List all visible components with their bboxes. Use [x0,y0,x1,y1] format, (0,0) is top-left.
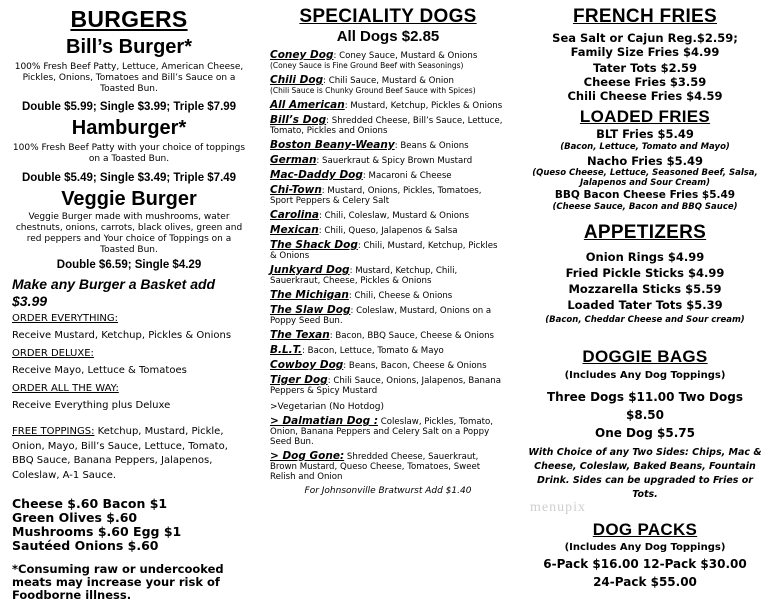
dog-item-desc: : Mustard, Onions, Pickles, Tomatoes, Sport Peppers & Celery Salt [270,186,482,206]
dog-item-desc: : Chili, Queso, Jalapenos & Salsa [318,226,458,236]
dog-item-name: The Texan [270,329,330,341]
dog-item [270,240,506,261]
dog-item [270,305,506,326]
addon-line: Cheese $.60 Bacon $1 [12,496,168,511]
order-all-text: Receive Everything plus Deluxe [12,400,171,411]
dog-item-note: (Chili Sauce is Chunky Ground Beef Sauce with Spices) [270,86,476,95]
bills-burger-prices: Double $5.99; Single $3.99; Triple $7.99 [21,101,237,113]
free-toppings [12,425,246,483]
appetizer-item: Loaded Tater Tots $5.39 [567,298,723,312]
dog-item-name: Cowboy Dog [270,359,344,371]
fries-item: Family Size Fries $4.99 [570,45,720,59]
dog-item-name: Carolina [270,209,319,221]
dog-item-desc: : Shredded Cheese, Bill’s Sauce, Lettuce, Tomato, Pickles and Onions [270,116,503,136]
loaded-fries-title: LOADED FRIES [579,107,711,126]
dog-item-desc: : Chili Sauce, Mustard & Onion [323,76,454,86]
fries-title: FRENCH FRIES [573,6,717,27]
dog-item [270,115,506,136]
dalmatian-dog [270,416,506,447]
dog-item-name: Mac-Daddy Dog [270,169,363,181]
dog-item-desc: : Chili, Cheese & Onions [348,291,453,301]
fries-list [526,31,764,103]
dog-item [270,265,506,286]
dog-item-desc: : Chili, Coleslaw, Mustard & Onions [318,211,469,221]
dog-item [270,185,506,206]
doggie-bags-title: DOGGIE BAGS [582,347,708,366]
dog-item-name: Chi-Town [270,184,322,196]
dalmatian-dog-desc: Coleslaw, Pickles, Tomato, Onion, Banana Peppers and Celery Salt on a Poppy Seed Bun. [270,417,494,447]
dog-item-name: The Slaw Dog [270,304,351,316]
fries-item: Sea Salt or Cajun Reg.$2.59; [552,31,738,45]
dog-list [270,50,506,396]
dog-packs-line1: 6-Pack $16.00 12-Pack $30.00 [543,557,747,571]
dog-item-name: Boston Beany-Weany [270,139,395,151]
order-all-label: ORDER ALL THE WAY: [12,383,119,394]
dog-item-name: Mexican [270,224,319,236]
hamburger-prices: Double $5.49; Single $3.49; Triple $7.49 [21,172,237,184]
bbq-fries-sub: (Cheese Sauce, Bacon and BBQ Sauce) [552,202,738,212]
dog-item [270,210,506,221]
order-everything-text: Receive Mustard, Ketchup, Pickles & Onions [12,330,232,341]
dog-item-name: The Shack Dog [270,239,358,251]
dog-item-name: Junkyard Dog [270,264,350,276]
addon-line: Mushrooms $.60 Egg $1 [12,524,182,539]
dog-item-desc: : Sauerkraut & Spicy Brown Mustard [316,156,473,166]
dog-item [270,155,506,166]
dog-item-name: Bill’s Dog [270,114,327,126]
dog-gone [270,451,506,482]
dog-packs-desc: (Includes Any Dog Toppings) [564,542,726,553]
doggie-bags-line2: One Dog $5.75 [595,426,695,440]
dog-item-desc: : Chili, Mustard, Ketchup, Pickles & Onions [270,241,498,261]
blt-fries: BLT Fries $5.49 [596,127,694,141]
dalmatian-dog-name: > Dalmatian Dog : [270,415,379,427]
dog-item [270,345,506,356]
appetizers-title: APPETIZERS [583,222,707,243]
dog-item-name: Tiger Dog [270,374,328,386]
veggie-burger-desc: Veggie Burger made with mushrooms, water chestnuts, onions, carrots, black olives, green and red peppers and Your choice of Toppings on a Toasted Bun. [15,212,243,255]
dog-item-name: B.L.T. [270,344,303,356]
dog-item-desc: : Beans, Bacon, Cheese & Onions [343,361,487,371]
dog-item-desc: : Macaroni & Cheese [362,171,452,181]
dog-item [270,225,506,236]
dog-item-name: German [270,154,317,166]
bratwurst-note: For Johnsonville Bratwurst Add $1.40 [304,486,472,496]
dogs-title: SPECIALITY DOGS [299,6,477,27]
dog-item-name: Coney Dog [270,49,334,61]
fries-item: Cheese Fries $3.59 [583,75,707,89]
dog-item-name: The Michigan [270,289,349,301]
veggie-burger-prices: Double $6.59; Single $4.29 [56,259,202,271]
nacho-fries: Nacho Fries $5.49 [586,154,704,168]
consumption-warning: *Consuming raw or undercooked meats may increase your risk of Foodborne illness. [12,562,224,602]
dogs-subtitle: All Dogs $2.85 [336,28,440,45]
doggie-bags-line1: Three Dogs $11.00 Two Dogs $8.50 [546,390,743,422]
veggie-burger-name: Veggie Burger [61,188,197,210]
appetizer-item: Mozzarella Sticks $5.59 [568,282,722,296]
appetizers-list [526,249,764,313]
vegetarian-option: >Vegetarian (No Hotdog) [270,402,384,412]
dog-item [270,330,506,341]
dog-packs-line2: 24-Pack $55.00 [593,575,697,589]
doggie-bags-sides: With Choice of any Two Sides: Chips, Mac & Cheese, Coleslaw, Baked Beans, Fountain Drink. Sides can be upgraded to Fries or Tots. [528,447,762,500]
burgers-column [0,0,252,602]
dog-item [270,50,506,71]
dog-item-desc: : Bacon, Lettuce, Tomato & Mayo [302,346,444,356]
bills-burger-desc: 100% Fresh Beef Patty, Lettuce, American Cheese, Pickles, Onions, Tomatoes and Bill’s Sauce on a Toasted Bun. [14,62,244,94]
dog-item [270,290,506,301]
dog-item-note: (Coney Sauce is Fine Ground Beef with Seasonings) [270,61,464,70]
appetizer-item: Onion Rings $4.99 [585,250,705,264]
dog-gone-desc: Shredded Cheese, Sauerkraut, Brown Mustard, Queso Cheese, Tomatoes, Sweet Relish and Onion [270,452,481,482]
dog-packs-title: DOG PACKS [592,520,698,539]
hamburger-desc: 100% Fresh Beef Patty with your choice of toppings on a Toasted Bun. [12,143,246,164]
basket-offer: Make any Burger a Basket add $3.99 [12,276,216,309]
dog-item-desc: : Coleslaw, Mustard, Onions on a Poppy Seed Bun. [270,306,492,326]
dog-item [270,100,506,111]
dogs-column [258,0,510,594]
addon-line: Sautéed Onions $.60 [12,538,159,553]
nacho-fries-sub: (Queso Cheese, Lettuce, Seasoned Beef, Salsa, Jalapenos and Sour Cream) [532,168,758,188]
menupix-watermark: menupix [530,500,586,515]
order-everything-label: ORDER EVERYTHING: [12,313,119,324]
dog-item [270,140,506,151]
free-toppings-text: Ketchup, Mustard, Pickle, Onion, Mayo, Bill’s Sauce, Lettuce, Tomato, BBQ Sauce, Banana Peppers, Jalapenos, Coleslaw, A-1 Sauce. [12,426,228,481]
order-deluxe-text: Receive Mayo, Lettuce & Tomatoes [12,365,187,376]
dog-item-desc: : Mustard, Ketchup, Pickles & Onions [344,101,503,111]
dog-item-desc: : Mustard, Ketchup, Chili, Sauerkraut, Cheese, Pickles & Onions [270,266,458,286]
appetizer-item: Fried Pickle Sticks $4.99 [565,266,725,280]
dog-item-desc: : Chili Sauce, Onions, Jalapenos, Banana Peppers & Spicy Mustard [270,376,501,396]
order-deluxe-label: ORDER DELUXE: [12,348,94,359]
dog-item-desc: : Bacon, BBQ Sauce, Cheese & Onions [329,331,495,341]
fries-item: Tater Tots $2.59 [592,61,698,75]
tater-tots-sub: (Bacon, Cheddar Cheese and Sour cream) [545,315,745,325]
bbq-fries: BBQ Bacon Cheese Fries $5.49 [554,189,736,201]
dog-item [270,375,506,396]
dog-gone-name: > Dog Gone: [270,450,345,462]
dog-item [270,360,506,371]
fries-item: Chili Cheese Fries $4.59 [567,89,723,103]
dog-item-desc: : Coney Sauce, Mustard & Onions [333,51,478,61]
dog-item-desc: : Beans & Onions [394,141,469,151]
dog-item-name: All American [270,99,345,111]
doggie-bags-desc: (Includes Any Dog Toppings) [564,370,726,381]
bills-burger-name: Bill’s Burger* [66,36,192,58]
dog-item [270,75,506,96]
addons-list [12,497,246,553]
free-toppings-label: FREE TOPPINGS: [12,426,95,437]
dog-item [270,170,506,181]
dog-item-name: Chili Dog [270,74,324,86]
hamburger-name: Hamburger* [71,117,187,139]
burgers-title: BURGERS [70,6,188,32]
blt-fries-sub: (Bacon, Lettuce, Tomato and Mayo) [560,142,730,152]
addon-line: Green Olives $.60 [12,510,138,525]
